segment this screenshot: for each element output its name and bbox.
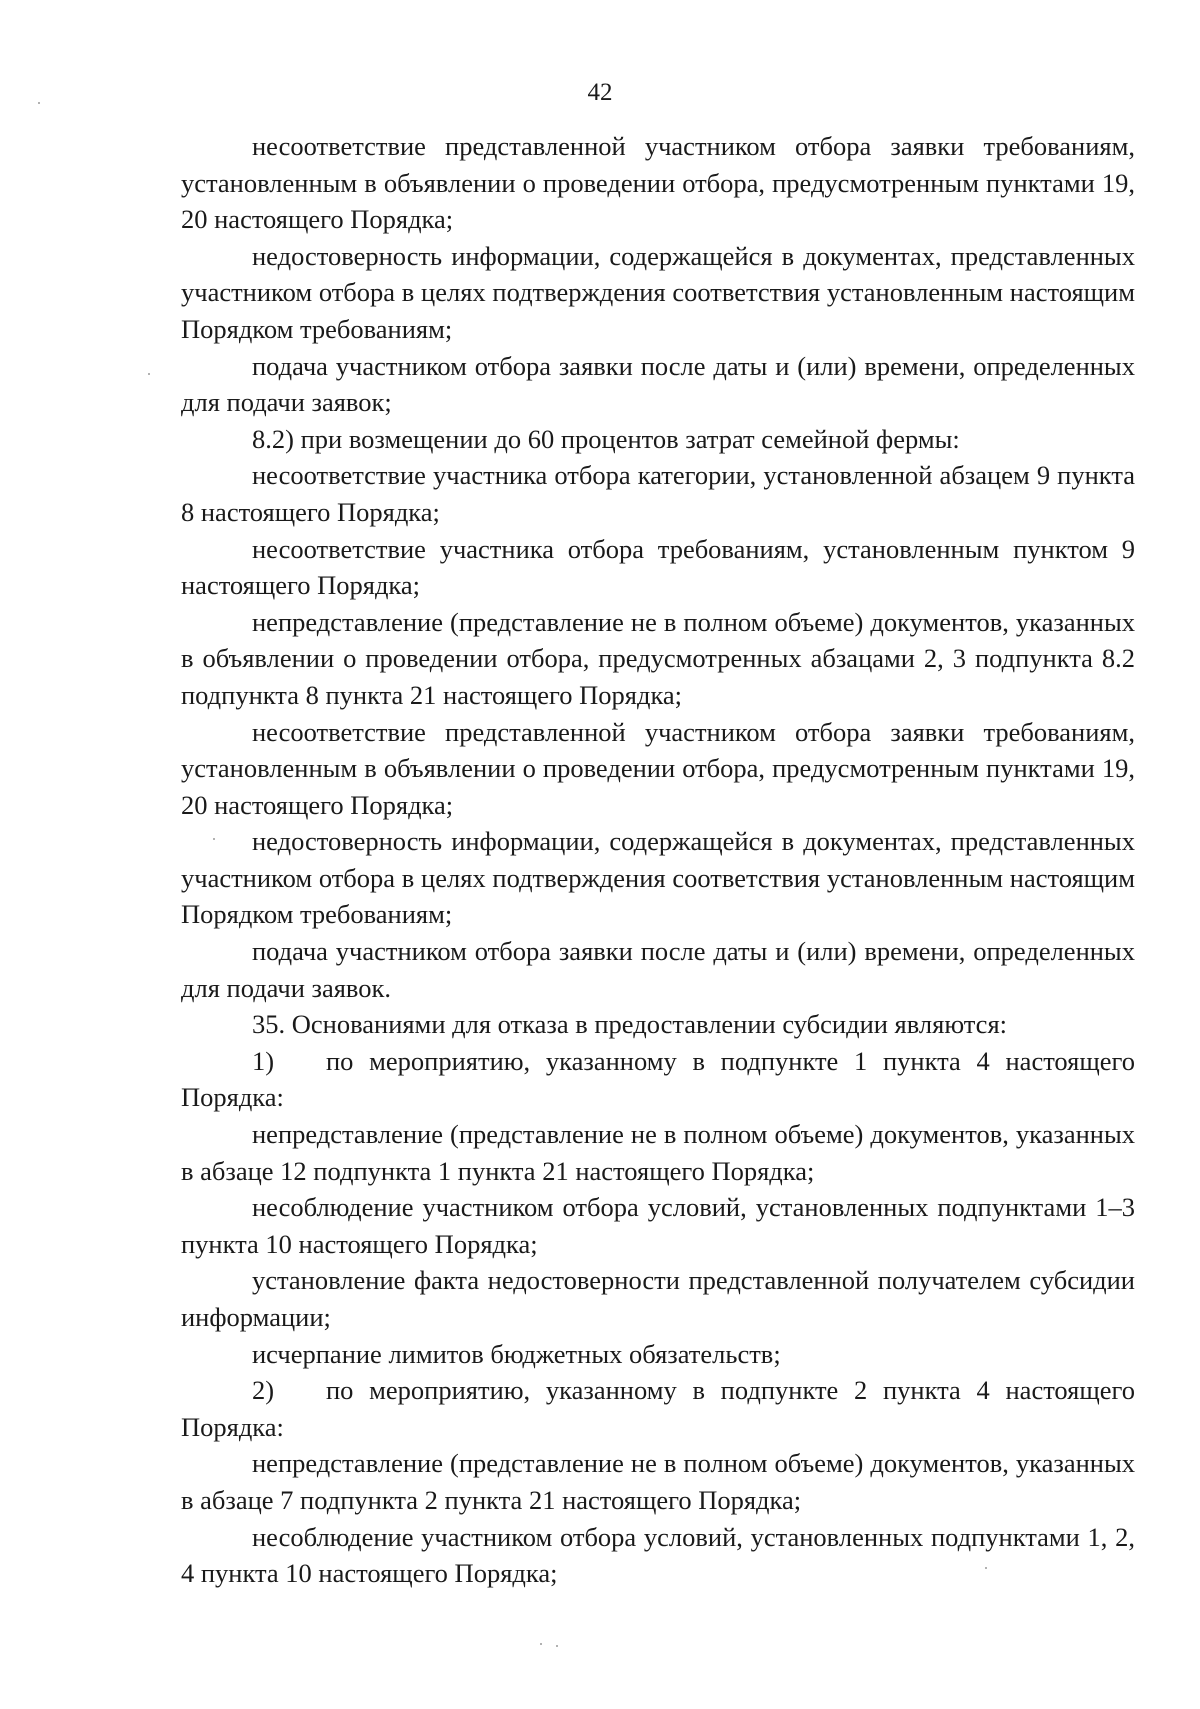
paragraph: непредставление (представление не в полном объеме) документов, указанных в абзаце 12 подпункта 1 пункта 21 настоящего Порядка; (181, 1119, 1135, 1186)
paragraph: исчерпание лимитов бюджетных обязательств; (252, 1338, 781, 1369)
paragraph: 8.2) при возмещении до 60 процентов затрат семейной фермы: (252, 423, 960, 454)
paragraph: непредставление (представление не в полном объеме) документов, указанных в объявлении о проведении отбора, предусмотренных абзацами 2, 3 подпункта 8.2 подпункта 8 пункта 21 настоящего Порядка; (181, 606, 1135, 710)
paragraph: непредставление (представление не в полном объеме) документов, указанных в абзаце 7 подпункта 2 пункта 21 настоящего Порядка; (181, 1448, 1135, 1515)
paragraph: подача участником отбора заявки после даты и (или) времени, определенных для подачи заявок. (181, 936, 1135, 1003)
paragraph: несоблюдение участником отбора условий, установленных подпунктами 1, 2, 4 пункта 10 настоящего Порядка; (181, 1521, 1135, 1589)
item-text: по мероприятию, указанному в подпункте 2 пункта 4 настоящего Порядка: (181, 1375, 1135, 1442)
scan-speck (556, 1645, 558, 1647)
scan-speck (213, 838, 215, 840)
page-number: 42 (587, 79, 613, 106)
numbered-item-1 (181, 1043, 1135, 1116)
scan-speck (148, 373, 150, 375)
item-number: 1) (252, 1045, 275, 1076)
paragraph: несоблюдение участником отбора условий, установленных подпунктами 1–3 пункта 10 настоящего Порядка; (181, 1192, 1135, 1259)
paragraph: несоответствие участника отбора категории, установленной абзацем 9 пункта 8 настоящего Порядка; (181, 460, 1135, 527)
paragraph: недостоверность информации, содержащейся в документах, представленных участником отбора в целях подтверждения соответствия установленным настоящим Порядком требованиям; (181, 240, 1135, 344)
document-body (181, 128, 1135, 1592)
section-heading-paragraph: 35. Основаниями для отказа в предоставлении субсидии являются: (252, 1009, 1007, 1040)
scan-speck (540, 1643, 542, 1645)
scan-speck (985, 1567, 987, 1569)
paragraph: подача участником отбора заявки после даты и (или) времени, определенных для подачи заявок; (181, 350, 1135, 418)
paragraph: недостоверность информации, содержащейся в документах, представленных участником отбора в целях подтверждения соответствия установленным настоящим Порядком требованиям; (181, 826, 1135, 930)
paragraph: несоответствие представленной участником отбора заявки требованиям, установленным в объявлении о проведении отбора, предусмотренным пунктами 19, 20 настоящего Порядка; (181, 131, 1135, 235)
paragraph: несоответствие представленной участником отбора заявки требованиям, установленным в объявлении о проведении отбора, предусмотренным пунктами 19, 20 настоящего Порядка; (181, 716, 1135, 820)
paragraph: несоответствие участника отбора требованиям, установленным пунктом 9 настоящего Порядка; (181, 533, 1135, 601)
paragraph: установление факта недостоверности представленной получателем субсидии информации; (181, 1265, 1135, 1332)
numbered-item-2 (181, 1372, 1135, 1445)
scan-speck (38, 102, 40, 104)
item-number: 2) (252, 1375, 275, 1406)
item-text: по мероприятию, указанному в подпункте 1 пункта 4 настоящего Порядка: (181, 1045, 1135, 1113)
